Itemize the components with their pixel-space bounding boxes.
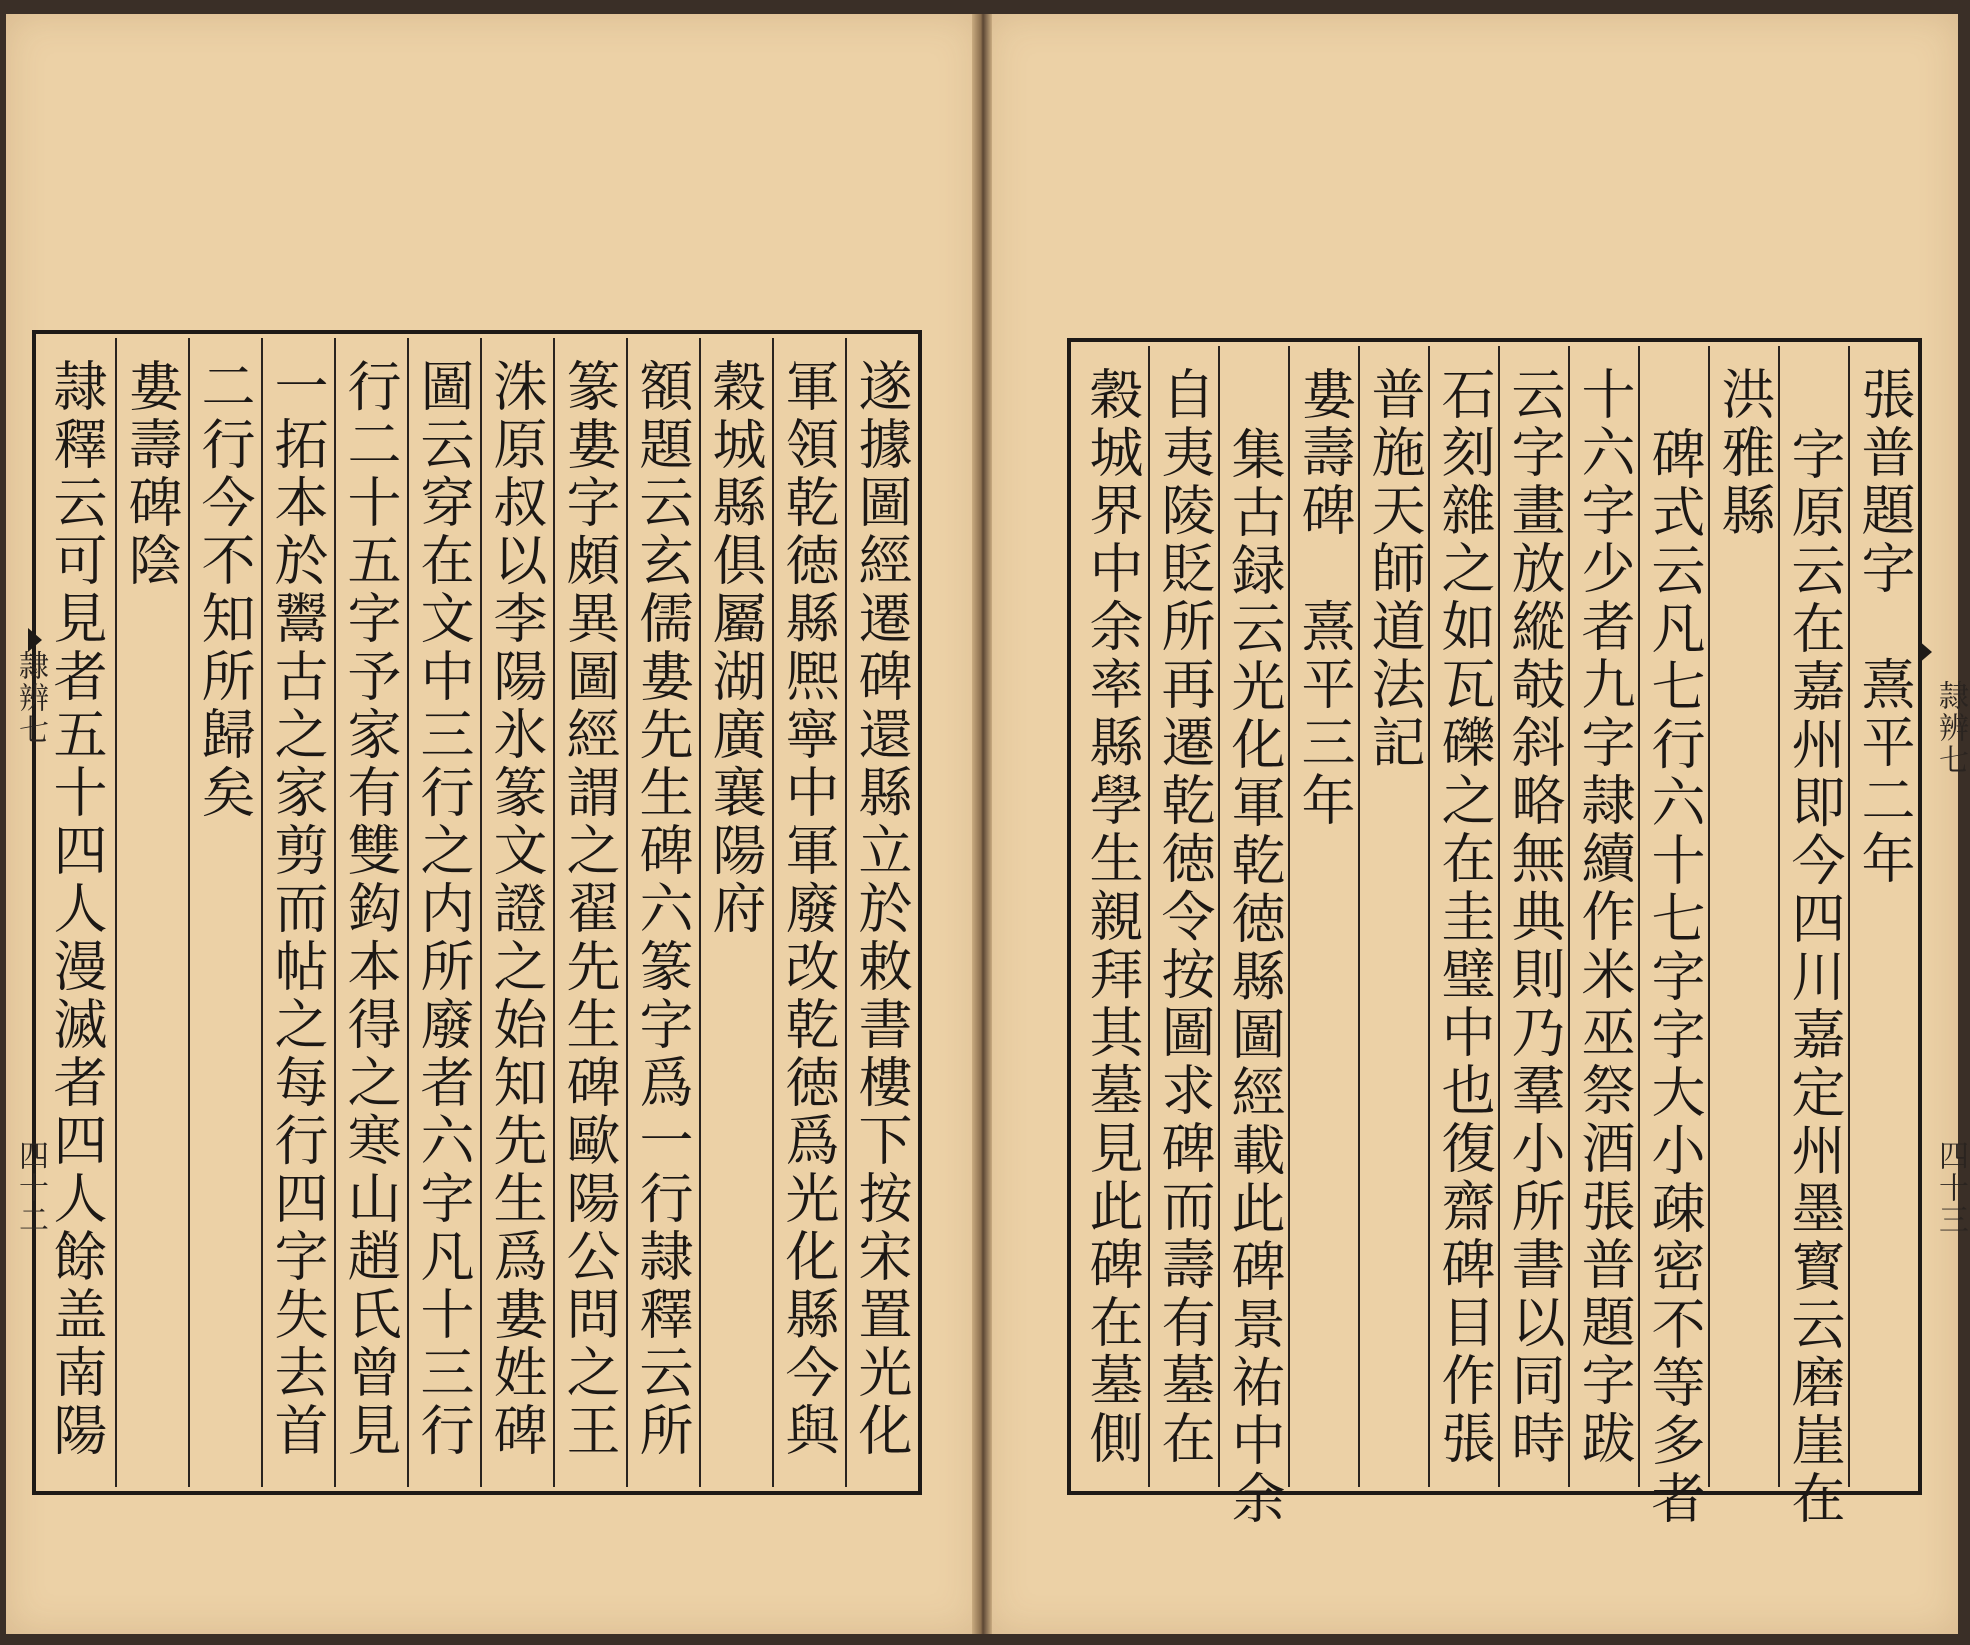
column-text: 穀城界中余率縣學生親拜其墓見此碑在墓側 <box>1081 366 1144 1468</box>
text-column <box>1428 346 1498 1487</box>
column-text: 云字畫放縱攲斜略無典則乃羣小所書以同時 <box>1503 366 1566 1468</box>
text-column <box>1568 346 1638 1487</box>
text-column <box>1358 346 1428 1487</box>
column-text: 行二十五字予家有雙鈎本得之寒山趙氏曾見 <box>339 358 402 1460</box>
column-text: 洪雅縣 <box>1713 366 1776 540</box>
text-column <box>1848 346 1918 1487</box>
book-gutter <box>972 14 992 1634</box>
text-column <box>1638 346 1708 1528</box>
text-column <box>1148 346 1218 1487</box>
text-column <box>334 338 407 1487</box>
column-text: 碑式云凡七行六十七字字大小疎密不等多者 <box>1643 426 1706 1528</box>
column-text: 一拓本於鬻古之家剪而帖之每行四字失去首 <box>266 358 329 1460</box>
column-text: 圖云穿在文中三行之内所廢者六字凡十三行 <box>412 358 475 1460</box>
right-text-frame <box>1067 338 1922 1528</box>
left-folio-number: 四十二 <box>13 1140 48 1236</box>
fishtail-mark <box>28 628 42 652</box>
right-folio-number: 四十三 <box>1933 1140 1968 1236</box>
text-column <box>480 338 553 1487</box>
text-column <box>188 338 261 1487</box>
text-column <box>1778 346 1848 1528</box>
column-text: 篆婁字頗異圖經謂之翟先生碑歐陽公問之王 <box>558 358 621 1460</box>
column-text: 額題云玄儒婁先生碑六篆字爲一行隷釋云所 <box>631 358 694 1460</box>
column-text: 集古録云光化軍乾徳縣圖經載此碑景祐中余 <box>1223 426 1286 1528</box>
column-text: 張普題字 熹平二年 <box>1853 366 1916 888</box>
text-column <box>553 338 626 1487</box>
column-text: 字原云在嘉州即今四川嘉定州墨寳云磨崖在 <box>1783 426 1846 1528</box>
column-text: 十六字少者九字隷續作米巫祭酒張普題字跋 <box>1573 366 1636 1468</box>
text-column <box>1218 346 1288 1528</box>
text-column <box>699 338 772 1487</box>
left-side-title: 隷辨七 <box>13 650 48 746</box>
text-column <box>1288 346 1358 1487</box>
column-text: 普施天師道法記 <box>1363 366 1426 772</box>
column-text: 婁壽碑 熹平三年 <box>1293 366 1356 830</box>
column-text: 二行今不知所歸矣 <box>193 358 256 822</box>
column-text: 石刻雜之如瓦礫之在圭璧中也復齋碑目作張 <box>1433 366 1496 1468</box>
column-text: 隷釋云可見者五十四人漫滅者四人餘盖南陽 <box>45 358 108 1460</box>
text-column <box>1078 346 1148 1487</box>
text-column <box>407 338 480 1487</box>
column-text: 婁壽碑陰 <box>120 358 183 590</box>
text-column <box>772 338 845 1487</box>
text-column <box>626 338 699 1487</box>
column-text: 遂據圖經遷碑還縣立於敕書樓下按宋置光化 <box>850 358 913 1460</box>
text-column <box>115 338 188 1487</box>
column-text: 自夷陵貶所再遷乾徳令按圖求碑而壽有墓在 <box>1153 366 1216 1468</box>
text-column <box>42 338 115 1487</box>
column-text: 軍領乾徳縣熈寧中軍廢改乾徳爲光化縣今與 <box>777 358 840 1460</box>
column-text: 洙原叔以李陽氷篆文證之始知先生爲婁姓碑 <box>485 358 548 1460</box>
text-column <box>261 338 334 1487</box>
fishtail-mark <box>1918 640 1932 664</box>
column-text: 穀城縣俱屬湖廣襄陽府 <box>704 358 767 938</box>
text-column <box>1498 346 1568 1487</box>
text-column <box>845 338 918 1487</box>
left-text-frame <box>32 330 922 1495</box>
text-column <box>1708 346 1778 1487</box>
right-side-title: 隷辨七 <box>1933 680 1968 776</box>
